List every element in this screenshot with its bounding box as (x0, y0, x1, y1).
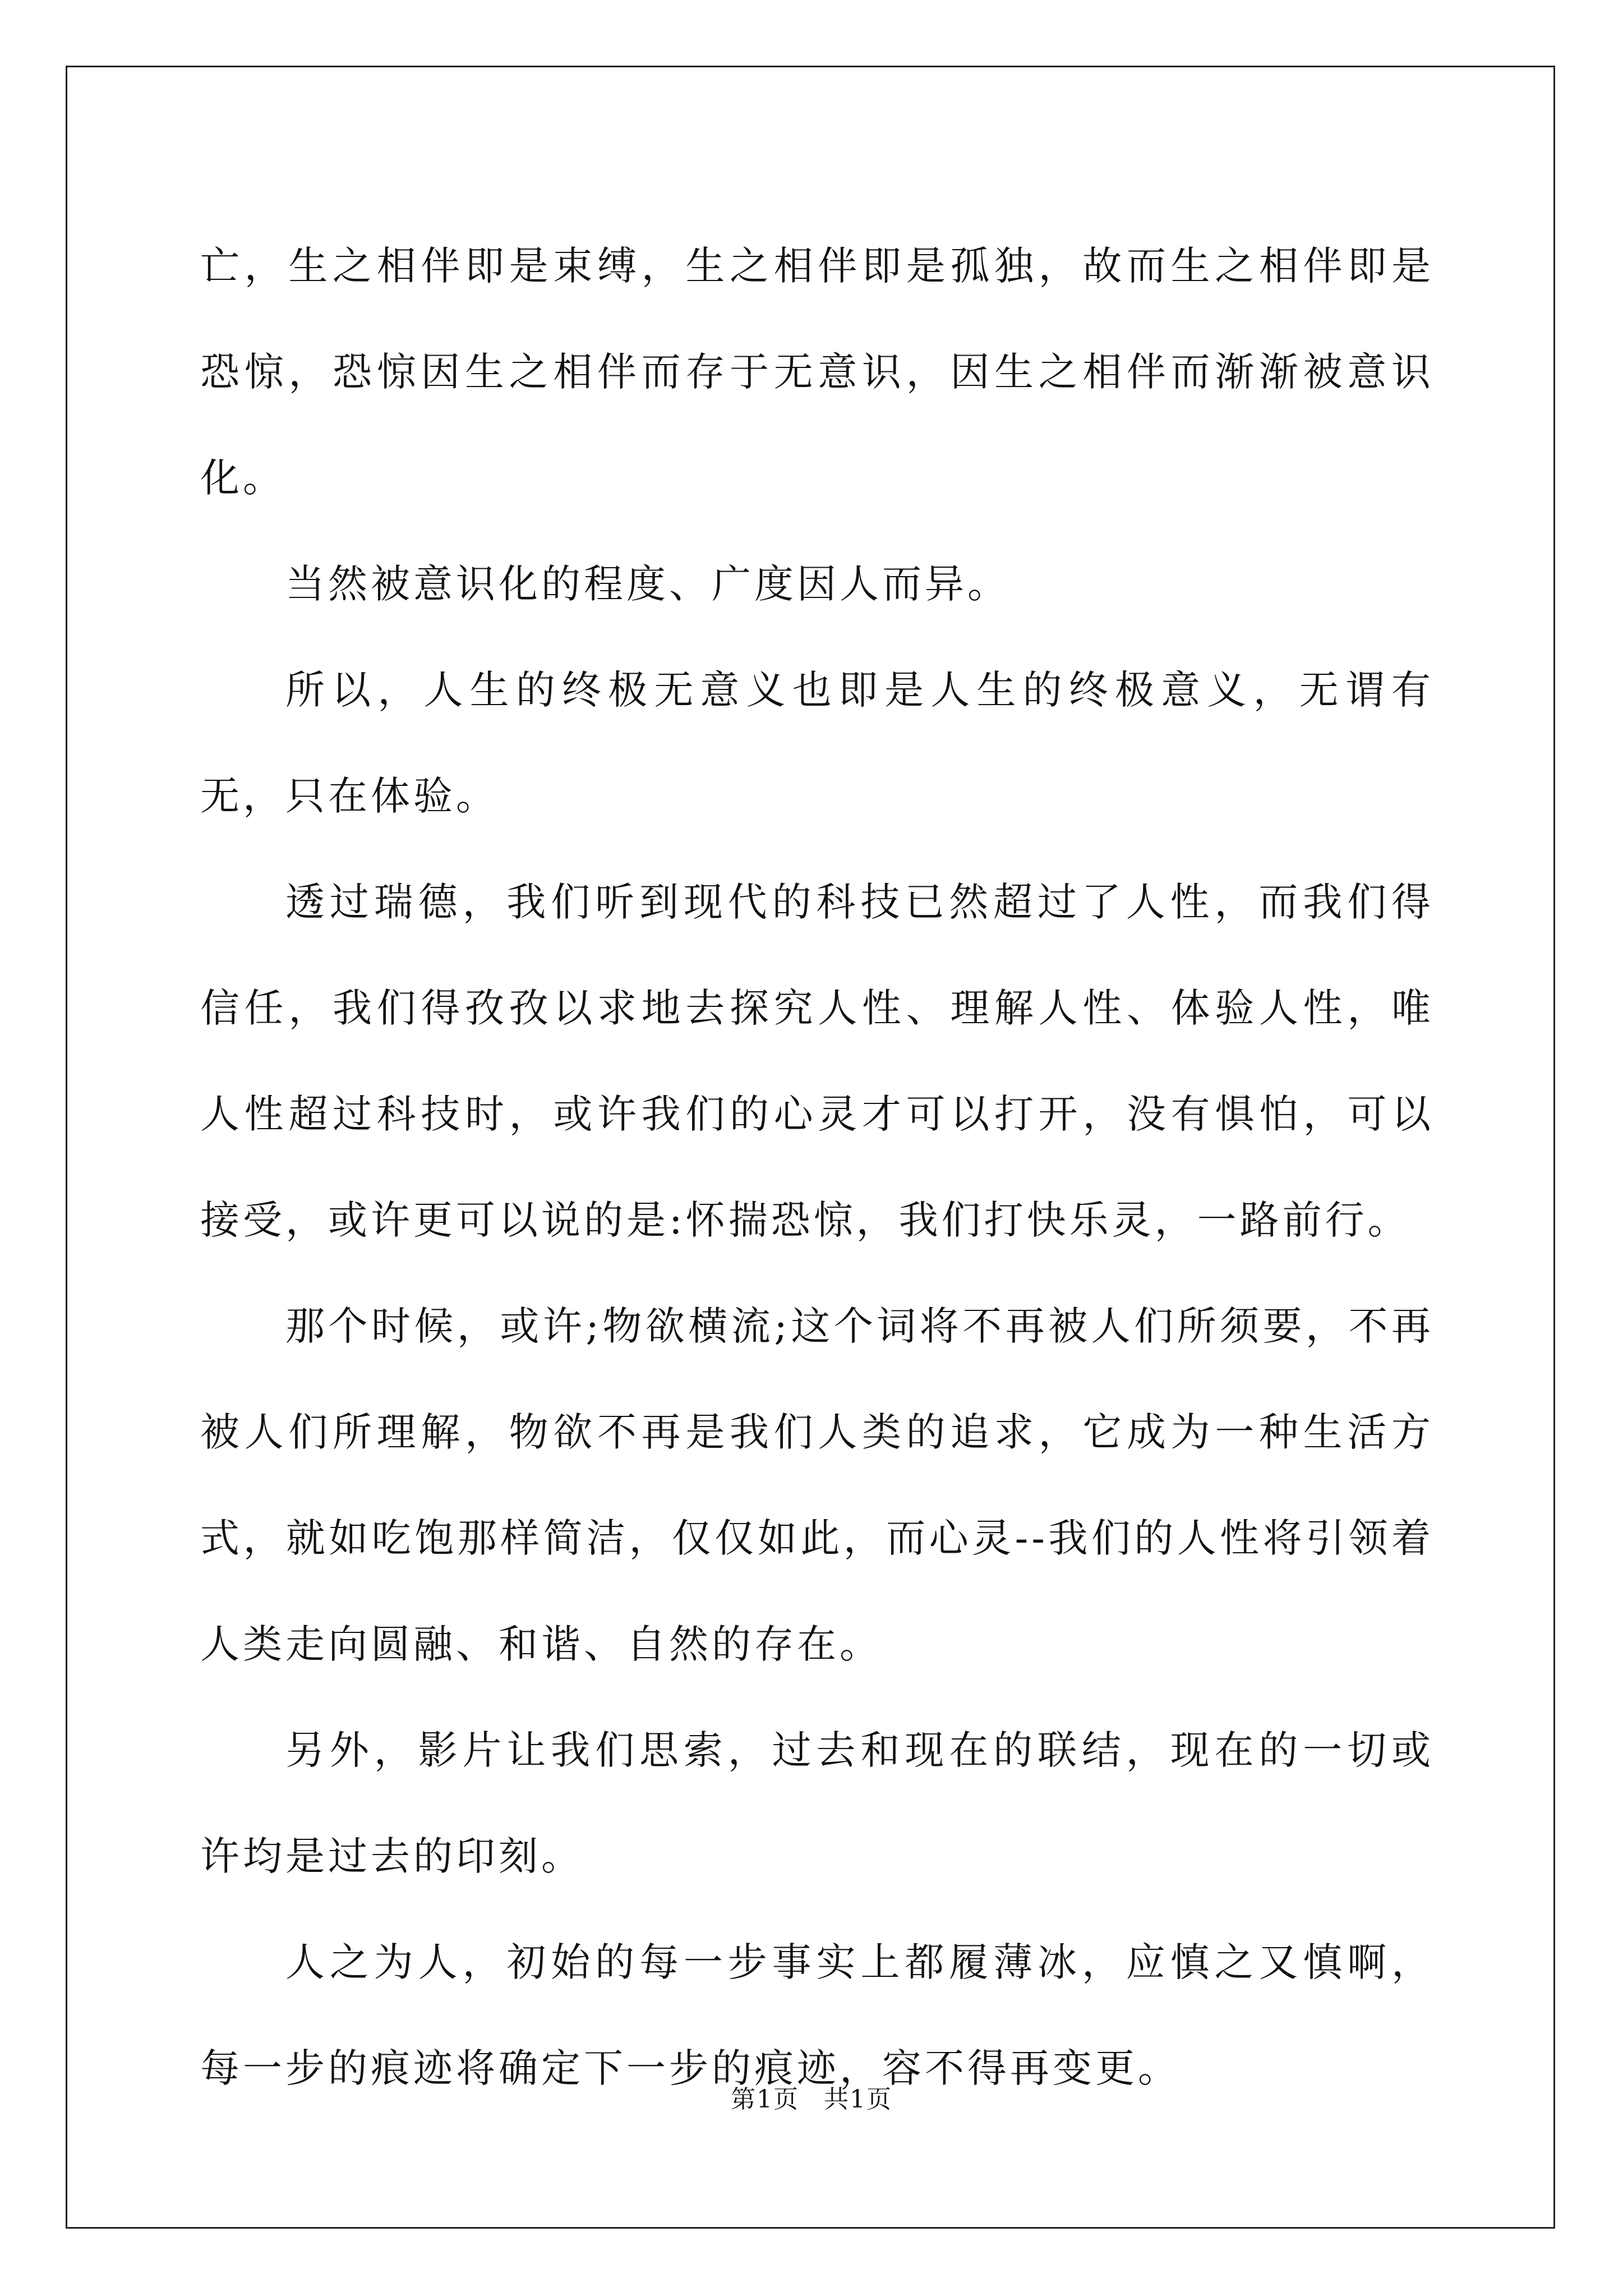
page-total: 共1页 (824, 2085, 892, 2114)
paragraph: 人之为人，初始的每一步事实上都履薄冰，应慎之又慎啊，每一步的痕迹将确定下一步的痕迹，容不得再变更。 (200, 1939, 1434, 2091)
paragraph: 透过瑞德，我们听到现代的科技已然超过了人性，而我们得信任，我们得孜孜以求地去探究人性、理解人性、体验人性，唯人性超过科技时，或许我们的心灵才可以打开，没有惧怕，可以接受，或许更可以说的是:怀揣恐惊，我们打快乐灵，一路前行。 (200, 879, 1434, 1243)
document-body (200, 213, 1434, 2122)
paragraph: 所以，人生的终极无意义也即是人生的终极意义，无谓有无，只在体验。 (200, 667, 1434, 819)
page-number: 第1页 (731, 2085, 799, 2114)
paragraph: 另外，影片让我们思索，过去和现在的联结，现在的一切或许均是过去的印刻。 (200, 1727, 1434, 1879)
page-footer (0, 2079, 1623, 2115)
paragraph: 那个时候，或许;物欲横流;这个词将不再被人们所须要，不再被人们所理解，物欲不再是我们人类的追求，它成为一种生活方式，就如吃饱那样简洁，仅仅如此，而心灵--我们的人性将引领着人类走向圆融、和谐、自然的存在。 (200, 1303, 1434, 1667)
paragraph: 当然被意识化的程度、广度因人而异。 (285, 561, 1010, 607)
paragraph: 亡，生之相伴即是束缚，生之相伴即是孤独，故而生之相伴即是恐惊，恐惊因生之相伴而存于无意识，因生之相伴而渐渐被意识化。 (200, 243, 1434, 501)
